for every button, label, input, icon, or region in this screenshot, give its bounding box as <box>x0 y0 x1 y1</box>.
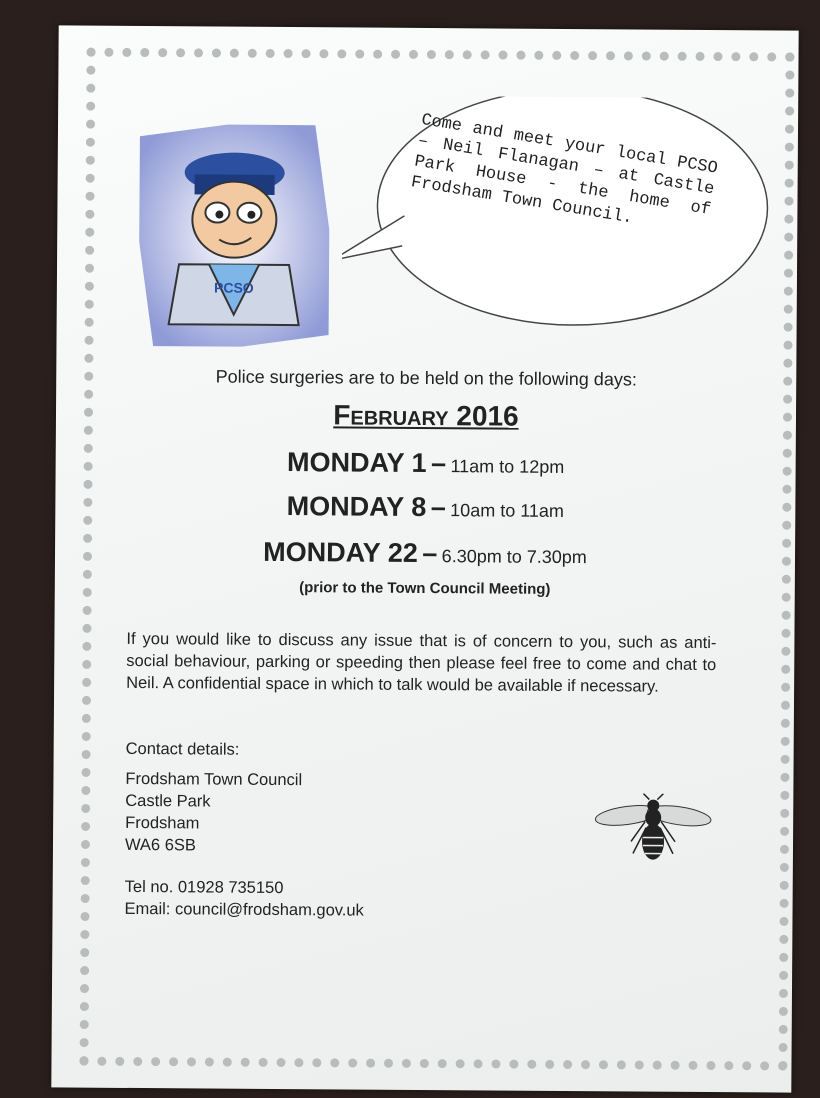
session-day: MONDAY 1 <box>286 447 427 479</box>
session-day: MONDAY 22 <box>263 536 418 568</box>
session-day: MONDAY 8 <box>286 491 427 523</box>
address-line: Frodsham <box>125 813 200 833</box>
session-row: MONDAY 22 – 6.30pm to 7.30pm <box>263 536 587 569</box>
contact-heading: Contact details: <box>125 739 240 759</box>
telephone: Tel no. 01928 735150 <box>124 877 284 898</box>
address-line: WA6 6SB <box>124 835 196 855</box>
flyer-paper <box>51 25 798 1092</box>
address-line: Castle Park <box>125 791 211 811</box>
email: Email: council@frodsham.gov.uk <box>124 899 364 920</box>
address-line: Frodsham Town Council <box>125 769 303 790</box>
session-row: MONDAY 8 – 10am to 11am <box>286 491 565 523</box>
intro-text: Police surgeries are to be held on the following days: <box>215 366 637 390</box>
pcso-cartoon-illustration <box>138 124 330 347</box>
session-row: MONDAY 1 – 11am to 12pm <box>286 447 565 479</box>
bee-icon <box>593 793 713 866</box>
month-heading: February 2016 <box>333 399 519 432</box>
session-time: 11am to 12pm <box>450 456 565 477</box>
meeting-note: (prior to the Town Council Meeting) <box>299 579 551 598</box>
speech-bubble-text: Come and meet your local PCSO – Neil Flanagan – at Castle Park House - the home of Frodsham Town Council. <box>409 110 719 229</box>
session-time: 10am to 11am <box>450 500 565 521</box>
session-time: 6.30pm to 7.30pm <box>441 546 587 568</box>
info-paragraph: If you would like to discuss any issue that is of concern to you, such as anti-social behaviour, parking or speeding then please feel free to come and chat to Neil. A confidential space in which to talk would be available if necessary. <box>126 629 717 696</box>
cartoon-badge-text: PCSO <box>213 279 254 296</box>
